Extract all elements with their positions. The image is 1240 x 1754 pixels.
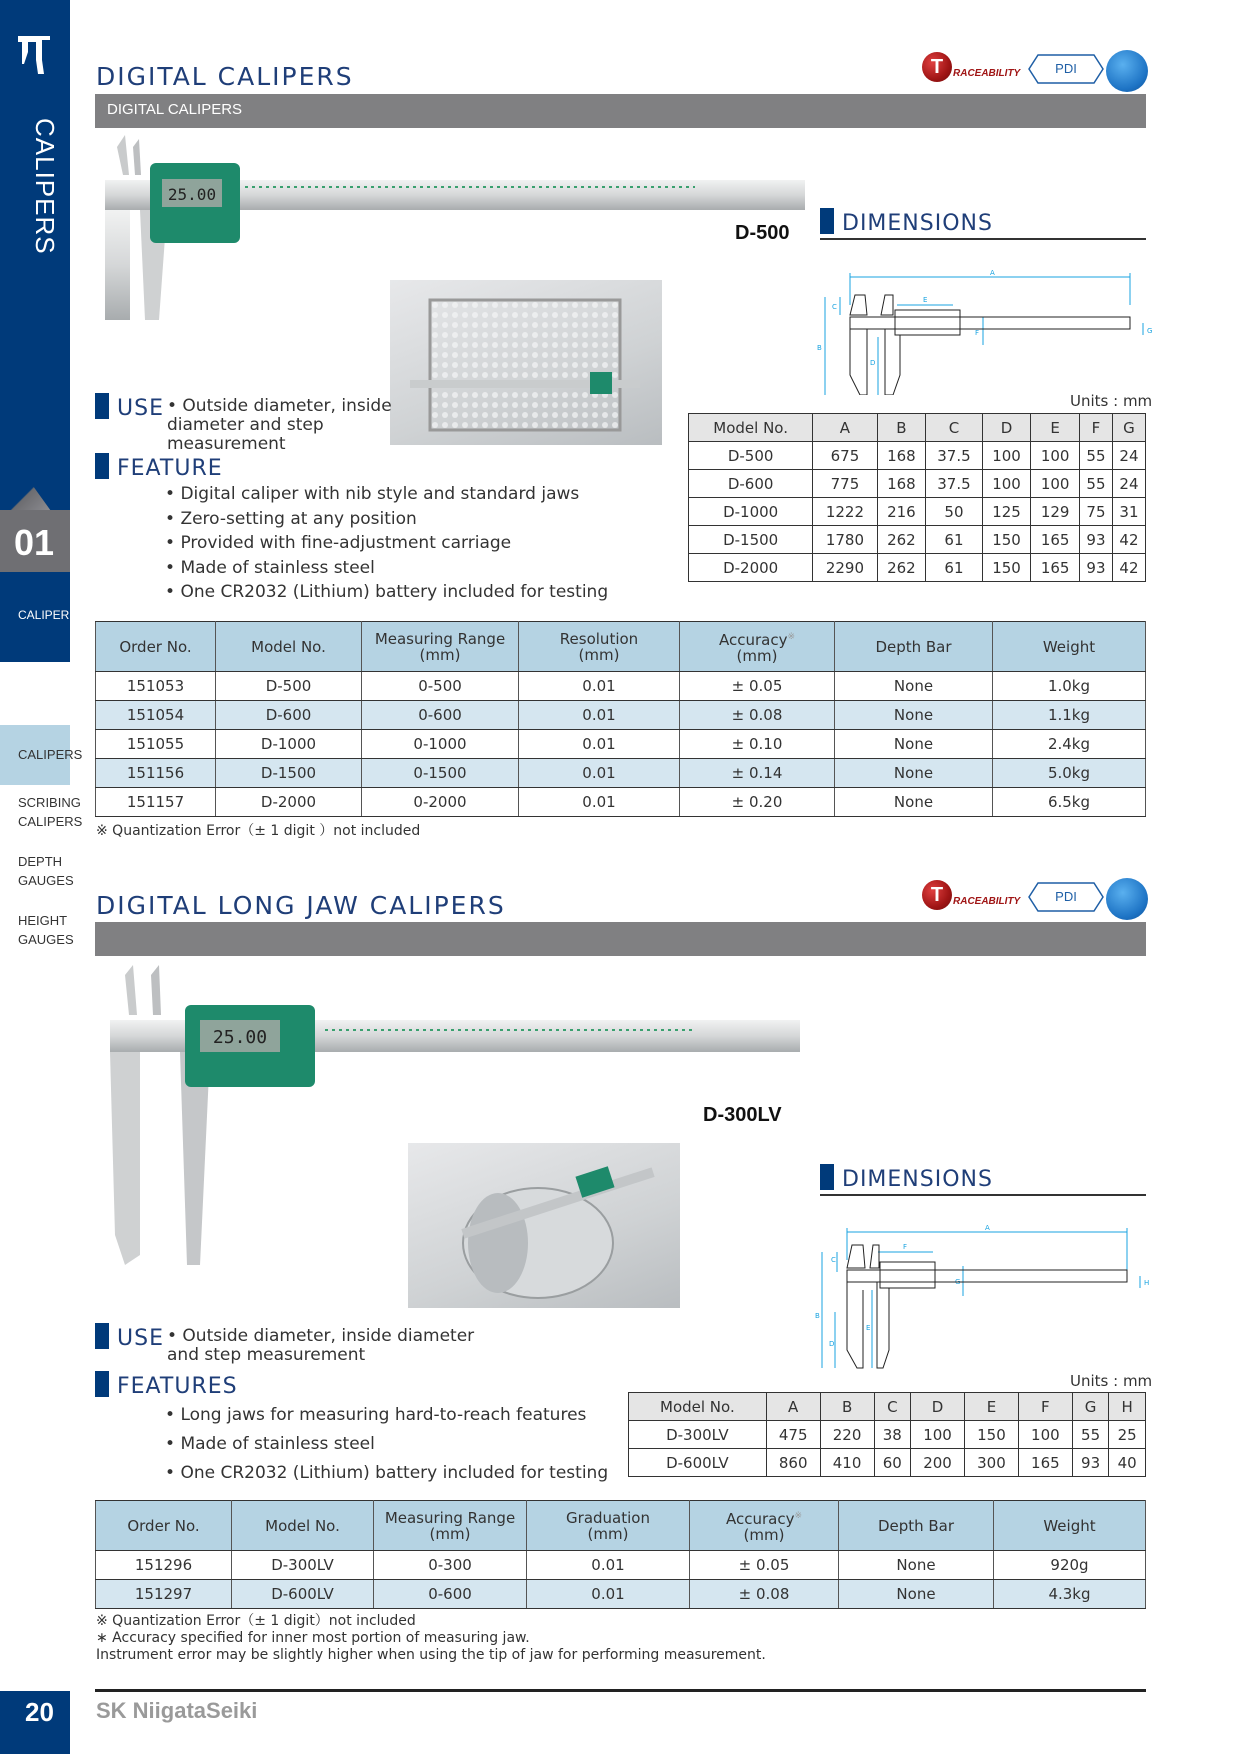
section-bar	[95, 94, 1146, 128]
feature-list	[165, 1401, 608, 1488]
footnote-mark: ※	[787, 632, 796, 642]
table-cell: 100	[1031, 470, 1080, 498]
table-cell: 0-300	[374, 1551, 527, 1580]
table-row	[96, 672, 1146, 701]
table-row	[96, 788, 1146, 817]
feature-item: • Zero-setting at any position	[165, 507, 608, 532]
table-cell: 151297	[96, 1580, 232, 1609]
drawing-label-c: C	[831, 1256, 836, 1264]
column-header: Measuring Range (mm)	[362, 622, 519, 672]
column-header: D	[982, 414, 1031, 442]
table-cell: 0.01	[519, 730, 680, 759]
lcd-reading: 25.00	[167, 185, 217, 204]
table-cell: 410	[820, 1449, 874, 1477]
drawing-label-a: A	[990, 269, 995, 277]
table-cell: 100	[982, 470, 1031, 498]
table-cell: 0.01	[519, 672, 680, 701]
pdi-label: PDI	[1055, 61, 1077, 76]
drawing-label-f: F	[903, 1243, 908, 1251]
drawing-label-b: B	[817, 344, 822, 352]
sidebar-item-calipers[interactable]: CALIPERS	[0, 725, 70, 785]
table-cell: 2290	[813, 554, 877, 582]
feature-item: • Provided with fine-adjustment carriage	[165, 531, 608, 556]
column-header: Weight	[993, 622, 1146, 672]
table-cell: 675	[813, 442, 877, 470]
dimensions-table	[688, 413, 1146, 582]
sidebar-item-height-gauges[interactable]: HEIGHT GAUGES	[18, 913, 74, 947]
feature-list	[165, 482, 608, 605]
column-header: Accuracy※ (mm)	[680, 622, 835, 672]
column-header: Accuracy※ (mm)	[690, 1501, 839, 1551]
table-cell: 93	[1079, 526, 1112, 554]
column-header: Weight	[994, 1501, 1146, 1551]
table-cell: ± 0.10	[680, 730, 835, 759]
globe-icon	[1106, 50, 1148, 92]
table-cell: 55	[1072, 1421, 1109, 1449]
dimension-drawing	[815, 1220, 1155, 1370]
model-label: D-300LV	[703, 1104, 782, 1126]
footnote: ※ Quantization Error（± 1 digit ）not included	[96, 823, 421, 839]
divider	[820, 238, 1146, 240]
column-header: B	[877, 414, 926, 442]
column-header: Model No.	[629, 1393, 767, 1421]
table-cell: 24	[1112, 470, 1145, 498]
footnote: ※ Quantization Error（± 1 digit）not included	[96, 1613, 416, 1629]
column-header: C	[874, 1393, 911, 1421]
table-cell: 93	[1072, 1449, 1109, 1477]
column-header: E	[1031, 414, 1080, 442]
sidebar-item-scribing-calipers[interactable]: SCRIBING CALIPERS	[18, 795, 83, 829]
table-cell: 300	[965, 1449, 1019, 1477]
table-cell: 216	[877, 498, 926, 526]
table-row	[689, 498, 1146, 526]
table-cell: 0-2000	[362, 788, 519, 817]
table-cell: 151156	[96, 759, 216, 788]
table-cell: None	[835, 672, 993, 701]
table-cell: 1222	[813, 498, 877, 526]
certification-logos	[920, 878, 1150, 922]
table-cell: 0-1000	[362, 730, 519, 759]
column-header: E	[965, 1393, 1019, 1421]
table-cell: 0-1500	[362, 759, 519, 788]
sidebar-section-label: CALIPERS	[18, 608, 78, 622]
drawing-label-d: D	[829, 1340, 835, 1348]
table-cell: 0.01	[519, 759, 680, 788]
table-cell: 151157	[96, 788, 216, 817]
traceability-icon: T	[922, 52, 952, 82]
table-cell: 55	[1079, 442, 1112, 470]
table-row	[689, 526, 1146, 554]
footnote-mark: ※	[794, 1511, 803, 1521]
column-header: A	[766, 1393, 820, 1421]
drawing-label-h: H	[1144, 1279, 1150, 1287]
dimensions-heading: DIMENSIONS	[820, 1164, 993, 1192]
table-header-row	[96, 622, 1146, 672]
table-cell: ± 0.05	[690, 1551, 839, 1580]
table-cell: 0.01	[519, 701, 680, 730]
column-header: A	[813, 414, 877, 442]
drawing-label-g: G	[1147, 327, 1153, 335]
table-header-row	[96, 1501, 1146, 1551]
table-cell: D-600	[689, 470, 813, 498]
table-row	[689, 470, 1146, 498]
drawing-label-c: C	[832, 303, 837, 311]
table-cell: 200	[911, 1449, 965, 1477]
lcd-reading: 25.00	[212, 1027, 268, 1048]
feature-item: • Made of stainless steel	[165, 1430, 608, 1459]
table-cell: 40	[1109, 1449, 1146, 1477]
table-cell: 151055	[96, 730, 216, 759]
table-cell: 100	[1031, 442, 1080, 470]
divider	[820, 1194, 1146, 1196]
table-row	[689, 554, 1146, 582]
column-header: Graduation (mm)	[527, 1501, 690, 1551]
column-header: B	[820, 1393, 874, 1421]
table-cell: D-300LV	[629, 1421, 767, 1449]
table-cell: ± 0.05	[680, 672, 835, 701]
table-cell: 24	[1112, 442, 1145, 470]
table-cell: 151053	[96, 672, 216, 701]
table-cell: ± 0.20	[680, 788, 835, 817]
table-cell: 262	[877, 554, 926, 582]
units-label: Units : mm	[1070, 1372, 1153, 1390]
column-header: Measuring Range (mm)	[374, 1501, 527, 1551]
section-bar	[95, 922, 1146, 956]
table-cell: 125	[982, 498, 1031, 526]
traceability-text: RACEABILITY	[953, 68, 1021, 79]
drawing-label-g: G	[955, 1278, 961, 1286]
column-header: C	[926, 414, 982, 442]
pdi-label: PDI	[1055, 889, 1077, 904]
use-text: • Outside diameter, inside diameter and step measurement	[167, 396, 392, 454]
traceability-icon: T	[922, 880, 952, 910]
usage-photo	[390, 280, 662, 445]
table-cell: 75	[1079, 498, 1112, 526]
table-cell: 860	[766, 1449, 820, 1477]
table-cell: 168	[877, 470, 926, 498]
table-cell: 220	[820, 1421, 874, 1449]
units-label: Units : mm	[1070, 392, 1153, 410]
column-header: H	[1109, 1393, 1146, 1421]
table-cell: 1.1kg	[993, 701, 1146, 730]
brand-logo: SK NiigataSeiki	[96, 1698, 258, 1723]
table-cell: 151054	[96, 701, 216, 730]
table-cell: None	[839, 1551, 994, 1580]
table-cell: D-1500	[216, 759, 362, 788]
table-cell: None	[835, 759, 993, 788]
table-cell: D-2000	[689, 554, 813, 582]
feature-heading: FEATURE	[95, 453, 223, 481]
drawing-label-f: F	[975, 329, 980, 337]
section-bar-label: DIGITAL CALIPERS	[107, 101, 243, 118]
dimensions-table	[628, 1392, 1146, 1477]
table-cell: 1.0kg	[993, 672, 1146, 701]
table-cell: D-300LV	[232, 1551, 374, 1580]
column-header: Model No.	[216, 622, 362, 672]
table-cell: 0.01	[527, 1551, 690, 1580]
table-cell: 920g	[994, 1551, 1146, 1580]
table-cell: None	[835, 701, 993, 730]
traceability-text: RACEABILITY	[953, 896, 1021, 907]
drawing-label-e: E	[866, 1324, 871, 1332]
table-cell: 100	[982, 442, 1031, 470]
column-header: Model No.	[232, 1501, 374, 1551]
table-cell: 61	[926, 526, 982, 554]
dimension-drawing	[815, 265, 1155, 395]
table-row	[96, 730, 1146, 759]
table-cell: 151296	[96, 1551, 232, 1580]
table-row	[629, 1421, 1146, 1449]
chapter-number: 01	[14, 522, 55, 563]
use-text: • Outside diameter, inside diameter and step measurement	[167, 1326, 475, 1365]
table-row	[96, 1580, 1146, 1609]
column-header: Depth Bar	[835, 622, 993, 672]
table-cell: 150	[982, 526, 1031, 554]
table-cell: D-500	[216, 672, 362, 701]
table-cell: 165	[1018, 1449, 1072, 1477]
table-header-row	[629, 1393, 1146, 1421]
table-row	[629, 1449, 1146, 1477]
table-cell: 0.01	[519, 788, 680, 817]
sidebar-item-depth-gauges[interactable]: DEPTH GAUGES	[18, 854, 74, 888]
table-cell: D-1000	[689, 498, 813, 526]
use-heading: USE	[95, 1323, 164, 1351]
drawing-label-e: E	[923, 296, 928, 304]
table-cell: 0-500	[362, 672, 519, 701]
feature-item: • One CR2032 (Lithium) battery included for testing	[165, 580, 608, 605]
table-row	[96, 1551, 1146, 1580]
table-cell: 129	[1031, 498, 1080, 526]
table-cell: 55	[1079, 470, 1112, 498]
feature-item: • Digital caliper with nib style and standard jaws	[165, 482, 608, 507]
table-cell: 60	[874, 1449, 911, 1477]
feature-item: • One CR2032 (Lithium) battery included for testing	[165, 1459, 608, 1488]
column-header: Depth Bar	[839, 1501, 994, 1551]
table-cell: D-600LV	[232, 1580, 374, 1609]
table-row	[96, 759, 1146, 788]
feature-heading: FEATURES	[95, 1371, 238, 1399]
table-cell: 100	[911, 1421, 965, 1449]
table-cell: 2.4kg	[993, 730, 1146, 759]
table-cell: 38	[874, 1421, 911, 1449]
column-header: D	[911, 1393, 965, 1421]
table-cell: 37.5	[926, 442, 982, 470]
column-header: Resolution (mm)	[519, 622, 680, 672]
table-cell: ± 0.08	[690, 1580, 839, 1609]
column-header: F	[1079, 414, 1112, 442]
table-cell: ± 0.14	[680, 759, 835, 788]
table-cell: 165	[1031, 526, 1080, 554]
table-cell: 475	[766, 1421, 820, 1449]
table-cell: 93	[1079, 554, 1112, 582]
table-cell: 165	[1031, 554, 1080, 582]
table-cell: 0-600	[374, 1580, 527, 1609]
certification-logos	[920, 50, 1150, 94]
table-cell: 775	[813, 470, 877, 498]
footnote: ∗ Accuracy specified for inner most portion of measuring jaw.	[96, 1630, 530, 1646]
table-cell: 50	[926, 498, 982, 526]
table-cell: 61	[926, 554, 982, 582]
table-row	[96, 701, 1146, 730]
table-cell: 4.3kg	[994, 1580, 1146, 1609]
drawing-label-d: D	[870, 359, 876, 367]
table-row	[689, 442, 1146, 470]
table-cell: D-600LV	[629, 1449, 767, 1477]
order-table	[95, 621, 1146, 817]
table-cell: 150	[982, 554, 1031, 582]
table-cell: 25	[1109, 1421, 1146, 1449]
table-cell: D-600	[216, 701, 362, 730]
table-cell: 42	[1112, 526, 1145, 554]
table-cell: None	[835, 730, 993, 759]
model-label: D-500	[735, 222, 790, 244]
table-cell: 262	[877, 526, 926, 554]
column-header: Order No.	[96, 622, 216, 672]
table-cell: 6.5kg	[993, 788, 1146, 817]
drawing-label-b: B	[815, 1312, 820, 1320]
sidebar-title: CALIPERS	[30, 118, 60, 255]
table-cell: 0.01	[527, 1580, 690, 1609]
footnotes	[96, 1613, 766, 1664]
use-heading: USE	[95, 393, 164, 421]
table-cell: D-500	[689, 442, 813, 470]
globe-icon	[1106, 878, 1148, 920]
dimensions-heading: DIMENSIONS	[820, 208, 993, 236]
table-cell: None	[839, 1580, 994, 1609]
feature-item: • Made of stainless steel	[165, 556, 608, 581]
column-header: F	[1018, 1393, 1072, 1421]
table-header-row	[689, 414, 1146, 442]
table-cell: 150	[965, 1421, 1019, 1449]
table-cell: 42	[1112, 554, 1145, 582]
table-cell: D-1500	[689, 526, 813, 554]
table-cell: 100	[1018, 1421, 1072, 1449]
table-cell: 31	[1112, 498, 1145, 526]
section-title: DIGITAL LONG JAW CALIPERS	[96, 891, 506, 920]
table-cell: ± 0.08	[680, 701, 835, 730]
usage-photo	[408, 1143, 680, 1308]
column-header: Model No.	[689, 414, 813, 442]
footer-divider	[95, 1689, 1146, 1692]
table-cell: D-1000	[216, 730, 362, 759]
section-title: DIGITAL CALIPERS	[96, 62, 354, 91]
column-header: G	[1072, 1393, 1109, 1421]
table-cell: 37.5	[926, 470, 982, 498]
table-cell: 168	[877, 442, 926, 470]
table-cell: 5.0kg	[993, 759, 1146, 788]
table-cell: 0-600	[362, 701, 519, 730]
drawing-label-a: A	[985, 1224, 990, 1232]
feature-item: • Long jaws for measuring hard-to-reach features	[165, 1401, 608, 1430]
column-header: Order No.	[96, 1501, 232, 1551]
page-number: 20	[25, 1697, 54, 1727]
table-cell: None	[835, 788, 993, 817]
table-cell: D-2000	[216, 788, 362, 817]
order-table	[95, 1500, 1146, 1609]
footnote: Instrument error may be slightly higher when using the tip of jaw for performing measurement.	[96, 1647, 766, 1663]
column-header: G	[1112, 414, 1145, 442]
caliper-logo-icon	[14, 30, 54, 84]
table-cell: 1780	[813, 526, 877, 554]
